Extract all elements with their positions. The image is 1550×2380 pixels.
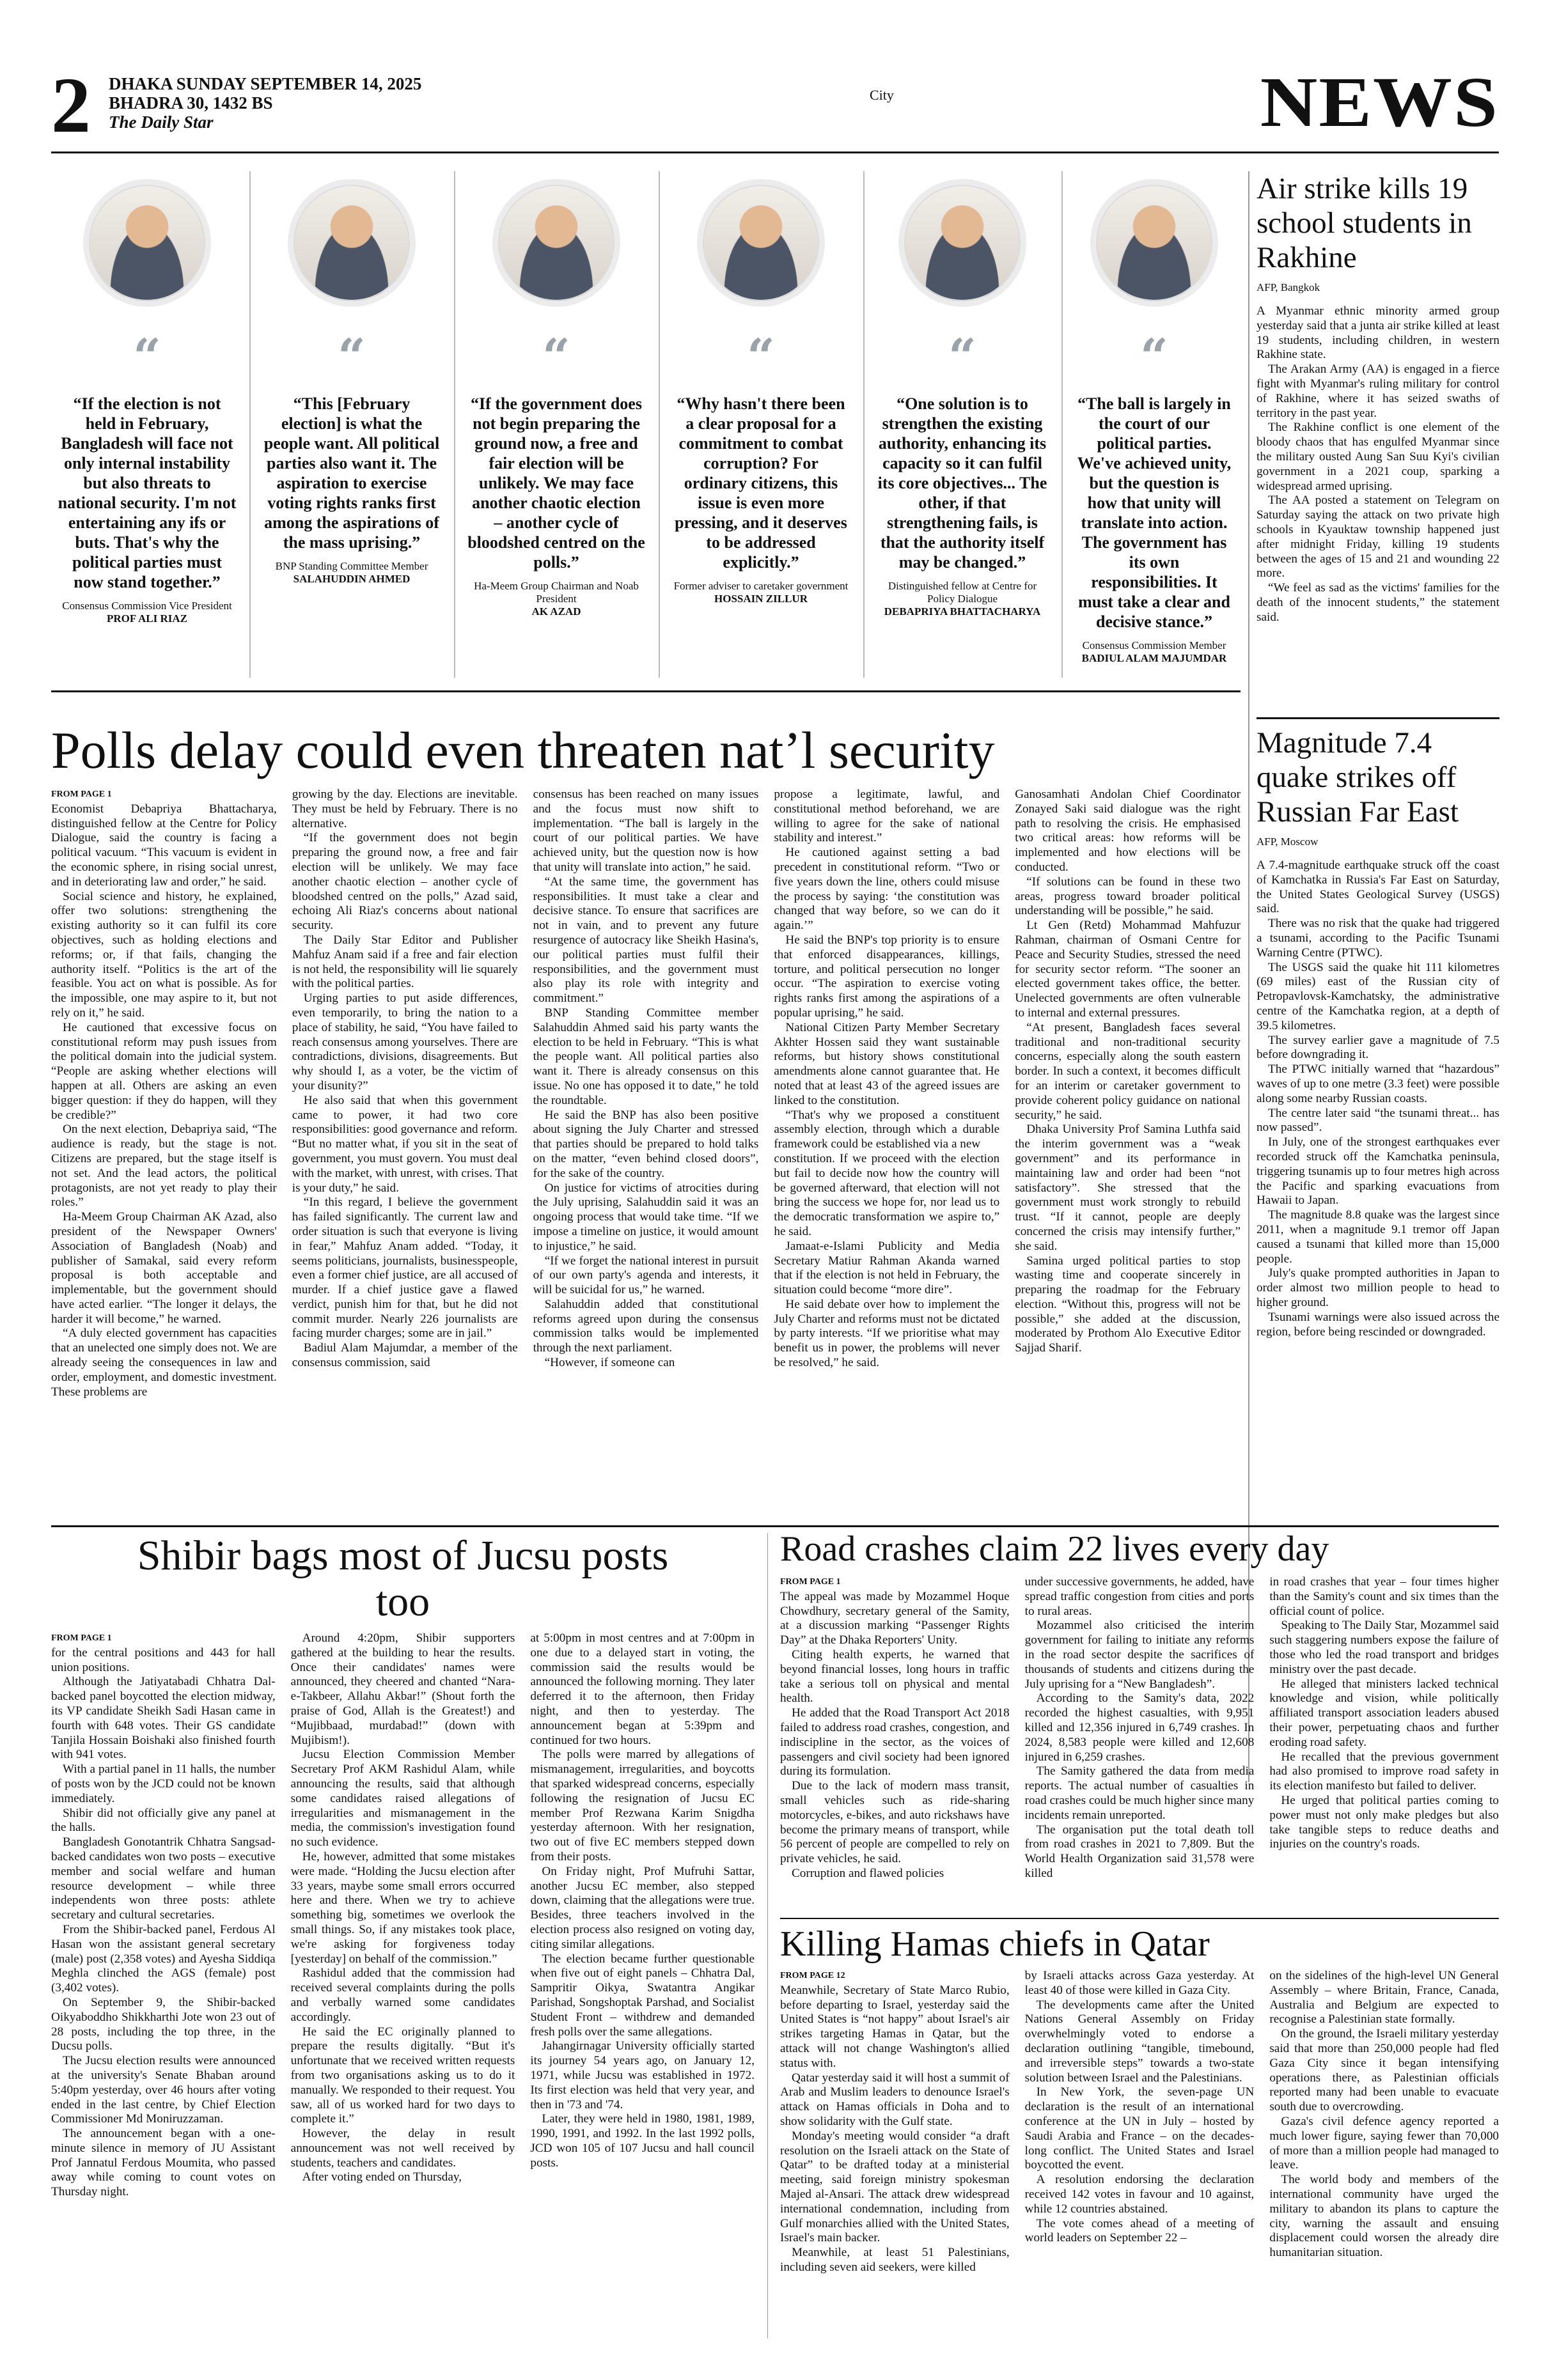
paragraph: He also said that when this government came to power, it had two core responsibilities: good governance and reform. “But no matter what, if you sit in the seat of government, you must govern. You must deal with the market, with unrest, with crises. That is your duty,” he said. [292,1093,518,1195]
quote-name: HOSSAIN ZILLUR [714,593,808,605]
paragraph: “At present, Bangladesh faces several traditional and non-traditional security concerns, especially along the south eastern border. In such a context, it becomes difficult for an interim or caretaker government to provide coherent policy guidance on national security,” he said. [1015,1020,1241,1122]
paragraph: On the ground, the Israeli military yesterday said that more than 250,000 people had fled Gaza City since it began intensifying operations there, as Palestinian officials reported many had been unable to evacuate south due to overcrowding. [1269,2027,1499,2114]
headline: Polls delay could even threaten nat’l security [51,721,995,779]
paragraph: The PTWC initially warned that “hazardous” waves of up to one metre (3.3 feet) were possible along some nearby Russian coasts. [1256,1062,1499,1105]
paragraph: Qatar yesterday said it will host a summit of Arab and Muslim leaders to denounce Israel's attack on Hamas officials in Doha and to show solidarity with the Gulf state. [780,2071,1010,2128]
paragraph: Although the Jatiyatabadi Chhatra Dal-backed panel boycotted the election midway, its VP candidate Sheikh Sadi Hasan came in fourth with 648 votes. Their GS candidate Tanjila Hossain Boishaki also finished fourth with 941 votes. [51,1675,276,1762]
lead-story [51,721,1241,1523]
quote-role: Consensus Commission Vice President [62,600,232,612]
paragraph: by Israeli attacks across Gaza yesterday. At least 40 of those were killed in Gaza City. [1024,1969,1255,1997]
section-label: City [870,87,894,103]
paragraph: With a partial panel in 11 halls, the number of posts won by the JCD could not be known immediately. [51,1762,276,1805]
quote-text: “One solution is to strengthen the existing authority, enhancing its capacity so it can fulfil its core objectives... The other, if that strengthening fails, is that the authority itself may be changed.” [877,394,1047,572]
paragraph: The centre later said “the tsunami threat... has now passed”. [1256,1106,1499,1135]
quote-mark-icon: “ [338,328,366,385]
paragraph: constitution. If we proceed with the election but fail to decide now how the country will be governed afterward, that election will not bring the success we hope for, nor lead us to the democratic transformation we aspire to,” he said. [774,1151,1000,1238]
story-column [1025,1575,1255,1898]
paragraph: He urged that political parties coming to power must not only make pledges but also take tangible steps to reduce deaths and injuries on the country's roads. [1269,1793,1499,1851]
paragraph: on the sidelines of the high-level UN General Assembly – where Britain, France, Canada, Australia and Belgium are expected to recognise a Palestinian state formally. [1269,1969,1499,2026]
page-title: NEWS [1260,62,1499,142]
paragraph: Citing health experts, he warned that beyond financial losses, long hours in traffic take a serious toll on physical and mental health. [780,1647,1010,1706]
paragraph: He said the BNP has also been positive about signing the July Charter and stressed that parties should be prepared to hold talks on the matter, “even behind closed doors”, for the sake of the country. [533,1108,759,1180]
story-columns [51,788,1241,1523]
quote-card [665,171,857,678]
masthead [51,61,1499,153]
divider [863,171,865,678]
section-rule [51,1525,1499,1527]
quote-card [1068,171,1241,678]
paragraph: propose a legitimate, lawful, and constitutional method beforehand, we are willing to agree for the sake of national stability and interest.” [774,788,1000,845]
paragraph: National Citizen Party Member Secretary Akhter Hossen said they want sustainable reforms, but history shows constitutional amendments alone cannot guarantee that. He noted that at least 43 of the agreed issues are linked to the constitution. [774,1020,1000,1107]
quote-text: “The ball is largely in the court of our political parties. We've achieved unity, but the question is how that unity will translate into action. The government has its own responsibilities. It must take a clear and decisive stance.” [1077,394,1232,631]
paragraph: Around 4:20pm, Shibir supporters gathered at the building to hear the results. Once their candidates' names were announced, they cheered and chanted “Nara-e-Takbeer, Allahu Akbar!” (Shout forth the praise of God, Allah is the Greatest!) and “Mujibbaad, murdabad!” (down with Mujibism!). [290,1631,515,1747]
byline: AFP, Bangkok [1256,281,1320,293]
story-column [291,1631,515,2367]
quote-card [460,171,652,678]
quote-card [870,171,1055,678]
paragraph: On justice for victims of atrocities during the July uprising, Salahuddin said it was an ongoing process that would take time. “If we impose a timeline on justice, it would amount to injustice,” he said. [533,1181,759,1253]
avatar [83,179,211,307]
paragraph: Badiul Alam Majumdar, a member of the consensus commission, said [292,1341,518,1370]
quote-mark-icon: “ [948,328,976,385]
byline: AFP, Moscow [1256,836,1319,848]
paragraph: at 5:00pm in most centres and at 7:00pm in one due to a delayed start in voting, the commission said the results would be announced the following morning. They later deferred it to the afternoon, then Friday night, and then to yesterday. The announcement began at 5:39pm and continued for two hours. [530,1631,755,1747]
paragraph: “If we forget the national interest in pursuit of our own party's agenda and interests, it will be suicidal for us,” he warned. [533,1254,759,1297]
paragraph: He alleged that ministers lacked technical knowledge and vision, while politically affiliated transport association leaders abused their power, perpetuating chaos and further eroding road safety. [1269,1677,1499,1749]
quote-card [51,171,243,678]
avatar [492,179,620,307]
paragraph: Bangladesh Gonotantrik Chhatra Sangsad-backed candidates won two posts – executive member and social welfare and human resource development – while three independents won three posts: athlete secretary and cultural secretaries. [51,1835,276,1922]
paragraph: He cautioned against setting a bad precedent in constitutional reform. “Two or five years down the line, others could misuse the process by saying: ‘the constitution was changed that way before, so we can do it again.’” [774,846,1000,933]
paragraph: A Myanmar ethnic minority armed group yesterday said that a junta air strike killed at least 19 students, including children, in western Rakhine state. [1256,304,1499,362]
paragraph: Social science and history, he explained, offer two solutions: strengthening the existing authority so it can fulfil its core objectives, such as holding elections and reforms; or, if that fails, changing the authority itself. “Politics is the art of the feasible. You act on what is possible. As for the impossible, one may aspire to it, but not rely on it,” he said. [51,889,277,1020]
section-rule [51,690,1241,692]
page-number: 2 [51,61,91,149]
story-column [530,1631,755,2367]
story-column [1269,1969,1499,2372]
section-rule [780,1918,1499,1919]
avatar [697,179,825,307]
paragraph: Gaza's civil defence agency reported a much lower figure, saying fewer than 70,000 of more than a million people had managed to leave. [1269,2114,1499,2172]
paragraph: He said debate over how to implement the July Charter and reforms must not be dictated by party interests. “If we prioritise what may benefit us in power, the problems will never be resolved,” he said. [774,1297,1000,1370]
story-column [1025,1969,1255,2372]
story-body [1256,859,1499,1339]
jump-label: FROM PAGE 1 [780,1577,841,1587]
paragraph: He cautioned that excessive focus on constitutional reform may push issues from the political domain into the judicial system. “People are asking whether elections will happen at all. Others are asking an even bigger question: if they do happen, will they be credible?” [51,1020,277,1122]
date: DHAKA SUNDAY SEPTEMBER 14, 2025 [109,74,422,93]
headline: Shibir bags most of Jucsu posts too [137,1532,669,1625]
paragraph: The polls were marred by allegations of mismanagement, irregularities, and boycotts that sparked widespread concerns, especially following the resignation of Jucsu EC member Prof Rezwana Karim Snigdha yesterday afternoon. With her resignation, two out of five EC members stepped down from their posts. [530,1748,755,1863]
story-columns [780,1575,1499,1898]
paragraph: A resolution endorsing the declaration received 142 votes in favour and 10 against, while 12 countries abstained. [1024,2173,1255,2216]
quote-name: SALAHUDDIN AHMED [293,573,411,585]
quote-role: Consensus Commission Member [1082,639,1226,651]
avatar [898,179,1026,307]
paragraph: Due to the lack of modern mass transit, small vehicles such as ride-sharing motorcycles, e-bikes, and auto rickshaws have become the primary means of transport, while 56 percent of people are compelled to rely on private vehicles, he said. [780,1779,1010,1866]
quote-mark-icon: “ [133,328,161,385]
paragraph: The Jucsu election results were announced at the university's Senate Bhaban around 5:40pm yesterday, over 46 hours after voting ended in the last centre, by Chief Election Commissioner Md Moniruzzaman. [51,2054,276,2126]
paragraph: After voting ended on Thursday, [302,2170,462,2184]
divider [1061,171,1063,678]
paragraph: On September 9, the Shibir-backed Oikyaboddho Shikkharthi Jote won 23 out of 28 posts, including the top three, in the Ducsu polls. [51,1995,276,2053]
quote-text: “Why hasn't there been a clear proposal for a commitment to combat corruption? For ordinary citizens, this issue is even more pressing, and it deserves to be addressed explicitly.” [675,394,847,572]
bangla-date: BHADRA 30, 1432 BS [109,93,273,113]
paragraph: He said the BNP's top priority is to ensure that enforced disappearances, killings, torture, and political persecution no longer occur. “The aspiration to exercise voting rights ranks first among the aspirations of a popular uprising,” he said. [774,933,1000,1020]
story-column [1015,788,1241,1523]
quake-story [1256,726,1499,1339]
airstrike-story [1256,171,1499,625]
divider [249,171,251,678]
story-column [780,1969,1010,2372]
divider [659,171,660,678]
headline: Road crashes claim 22 lives every day [780,1529,1329,1569]
avatar [288,179,416,307]
paragraph: On the next election, Debapriya said, “The audience is ready, but the stage is not. Citizens are prepared, but the stage itself is not set. And the lead actors, the political protagonists, are not yet ready to play their roles.” [51,1123,277,1209]
paragraph: He, however, admitted that some mistakes were made. “Holding the Jucsu election after 33 years, maybe some small errors occurred here and there. When we try to achieve something big, sometimes we overlook the small things. So, if any mistakes took place, we're asking for forgiveness today [yesterday] on behalf of the commission.” [290,1849,515,1966]
paragraph: Jucsu Election Commission Member Secretary Prof AKM Rashidul Alam, while announcing the results, said that although some candidates raised allegations of irregularities and mismanagement in the media, the commission's investigation found no such evidence. [290,1748,515,1849]
paragraph: The magnitude 8.8 quake was the largest since 2011, when a magnitude 9.1 tremor off Japan caused a tsunami that killed more than 15,000 people. [1256,1208,1499,1266]
section-rule [1256,717,1499,719]
quote-text: “If the government does not begin preparing the ground now, a free and fair election will be unlikely. We may face another chaotic election – another cycle of bloodshed centred on the polls.” [467,394,645,572]
quote-role: Former adviser to caretaker government [673,580,849,592]
paragraph: Samina urged political parties to stop wasting time and cooperate sincerely in preparing the roadmap for the February election. “Without this, progress will not be possible,” she added at the discussion, moderated by Prothom Alo Executive Editor Sajjad Sharif. [1015,1254,1241,1355]
headline: Magnitude 7.4 quake strikes off Russian Far East [1256,726,1459,828]
paragraph: in road crashes that year – four times higher than the Samity's count and six times than the official count of police. [1269,1575,1499,1618]
hamas-story [780,1923,1499,2372]
paragraph: “In this regard, I believe the government has failed significantly. The current law and order situation is such that everyone is living in fear,” Mahfuz Anam added. “Today, it seems politicians, journalists, businesspeople, even a former chief justice, are all accused of murder. If a chief justice gave a flawed verdict, punish him for that, but he did not commit murder. Nearly 226 journalists are facing murder charges; some are in jail.” [292,1195,518,1341]
paragraph: The USGS said the quake hit 111 kilometres (69 miles) east of the Russian city of Petropavlovsk-Kamchatsky, the administrative centre of the Kamchatka region, at a depth of 39.5 kilometres. [1256,960,1499,1032]
headline: Air strike kills 19 school students in Rakhine [1256,172,1472,274]
story-column [533,788,759,1523]
avatar [1090,179,1218,307]
paragraph: “At the same time, the government has responsibilities. It must take a clear and decisive stance. To ensure that sacrifices are not in vain, and to prevent any future resurgence of autocracy like Sheikh Hasina's, our political parties must fulfil their responsibilities, and the government must also play its role with integrity and commitment.” [533,875,759,1006]
paragraph: Ganosamhati Andolan Chief Coordinator Zonayed Saki said dialogue was the right path to resolving the crisis. He emphasised two critical areas: how reforms will be implemented and how elections will be conducted. [1015,788,1241,874]
paragraph: Dhaka University Prof Samina Luthfa said the interim government was a “weak government” and its performance in maintaining law and order had been “not satisfactory”. She stressed that the government must work strongly to rebuild trust. “If it cannot, people are deeply concerned the crisis may intensify further,” she said. [1015,1123,1241,1253]
paragraph: BNP Standing Committee member Salahuddin Ahmed said his party wants the election to be held in February. “This is what the people want. All political parties also want it. There is already consensus on this issue. No one has opposed it to date,” he told the roundtable. [533,1006,759,1107]
story-column [1269,1575,1499,1898]
jump-label: FROM PAGE 12 [780,1971,845,1980]
paragraph: The Daily Star Editor and Publisher Mahfuz Anam said if a free and fair election is not held, the responsibility will lie squarely with the political parties. [292,933,518,991]
paragraph: The announcement began with a one-minute silence in memory of JU Assistant Prof Jannatul Ferdous Moumita, who passed away while coming to count votes on Thursday night. [51,2127,276,2199]
paragraph: The AA posted a statement on Telegram on Saturday saying the attack on two private high schools in Kyauktaw township happened just after midnight Friday, killing 19 students between the ages of 15 and 21 and wounding 22 more. [1256,494,1499,580]
paragraph: He said the EC originally planned to prepare the results digitally. “But it's unfortunate that we received written requests from two organisations asking us to do it manually. We responded to their request. You saw, all of us worked hard for two days to complete it.” [290,2025,515,2126]
paragraph: The Samity gathered the data from media reports. The actual number of casualties in road crashes could be much higher since many incidents remain unreported. [1024,1764,1255,1822]
quote-mark-icon: “ [542,328,570,385]
paragraph: “If solutions can be found in these two areas, progress toward broader political understanding will be possible,” he said. [1015,875,1241,918]
paragraph: On Friday night, Prof Mufruhi Sattar, another Jucsu EC member, also stepped down, claiming that the allegations were true. Besides, three teachers involved in the election process also resigned on voting day, citing similar allegations. [530,1864,755,1951]
paragraph: Speaking to The Daily Star, Mozammel said such staggering numbers expose the failure of those who led the road transport and bridges ministry over the past decade. [1269,1619,1499,1676]
divider [454,171,455,678]
paragraph: consensus has been reached on many issues and the focus must now shift to implementation. “The ball is largely in the court of our political parties. We have achieved unity, but the question now is how that unity will translate into action,” he said. [533,788,759,874]
paragraph: He recalled that the previous government had also promised to improve road safety in its election manifesto but failed to deliver. [1269,1750,1499,1793]
paragraph: The survey earlier gave a magnitude of 7.5 before downgrading it. [1256,1033,1499,1062]
paragraph: Meanwhile, at least 51 Palestinians, including seven aid seekers, were killed [780,2246,1010,2274]
paragraph: There was no risk that the quake had triggered a tsunami, according to the Pacific Tsunami Warning Centre (PTWC). [1256,917,1499,960]
paragraph: July's quake prompted authorities in Japan to order almost two million people to head to higher ground. [1256,1266,1499,1309]
paragraph: “That's why we proposed a constituent assembly election, through which a durable framework could be established via a new [774,1108,1000,1151]
paragraph: “If the government does not begin preparing the ground now, a free and fair election will be unlikely. We may face another chaotic election – another cycle of bloodshed centred on the polls,” Azad said, echoing Ali Riaz's concerns about national security. [292,831,518,933]
dateline [109,74,421,132]
paragraph: The developments came after the United Nations General Assembly on Friday overwhelmingly voted to endorse a declaration outlining “tangible, timebound, and irreversible steps” towards a two-state solution between Israel and the Palestinians. [1024,1998,1255,2085]
paragraph: Monday's meeting would consider “a draft resolution on the Israeli attack on the State of Qatar” to be drafted today at a ministerial meeting, said foreign ministry spokesman Majed al-Ansari. The attack drew widespread international condemnation, including from Gulf monarchies allied with the United States, Israel's main backer. [780,2129,1010,2245]
paragraph: In New York, the seven-page UN declaration is the result of an international conference at the UN in July – hosted by Saudi Arabia and France – on the decades-long conflict. The United States and Israel boycotted the event. [1024,2085,1255,2172]
paragraph: “However, if someone can [544,1356,675,1370]
quote-mark-icon: “ [1140,328,1168,385]
paragraph: under successive governments, he added, have spread traffic congestion from cities and ports to rural areas. [1024,1575,1255,1618]
paragraph: In July, one of the strongest earthquakes ever recorded struck off the Kamchatka peninsula, triggering tsunamis up to four metres high across the Pacific and sparking evacuations from Hawaii to Japan. [1256,1135,1499,1208]
quote-text: “If the election is not held in February, Bangladesh will face not only internal instability but also threats to national security. I'm not entertaining any ifs or buts. That's why the political parties must now stand together.” [58,394,237,591]
paragraph: “We feel as sad as the victims' families for the death of the innocent students,” the statement said. [1256,581,1499,624]
paragraph: Economist Debapriya Bhattacharya, distinguished fellow at the Centre for Policy Dialogue, said the country is facing a political vacuum. “This vacuum is evident in the economic sphere, in rising social unrest, and in deteriorating law and order,” he said. [51,802,277,889]
headline: Killing Hamas chiefs in Qatar [780,1924,1210,1964]
paragraph: The Arakan Army (AA) is engaged in a fierce fight with Myanmar's ruling military for control of Rakhine, where it has seized swaths of territory in the past year. [1256,362,1499,420]
paper-name: The Daily Star [109,113,214,132]
paragraph: Tsunami warnings were also issued across the region, before being rescinded or downgraded. [1256,1310,1499,1339]
quote-name: BADIUL ALAM MAJUMDAR [1081,652,1227,664]
jump-label: FROM PAGE 1 [51,1633,112,1643]
paragraph: The appeal was made by Mozammel Hoque Chowdhury, secretary general of the Samity, at a discussion marking “Passenger Rights Day” at the Dhaka Reporters' Unity. [780,1589,1010,1647]
story-columns [780,1969,1499,2372]
story-body [1256,304,1499,625]
quote-name: DEBAPRIYA BHATTACHARYA [884,605,1041,618]
paragraph: Urging parties to put aside differences, even temporarily, to bring the nation to a place of stability, he said, “You have failed to reach consensus among yourselves. There are contradictions, divisions, disagreements. But why should I, as a voter, be the victim of your disunity?” [292,992,518,1093]
paragraph: Lt Gen (Retd) Mohammad Mahfuzur Rahman, chairman of Osmani Centre for Peace and Security Studies, stressed the need for security sector reform. “The sooner an elected government takes office, the better. Unelected governments are often vulnerable to internal and external pressures. [1015,919,1241,1020]
paragraph: The Rakhine conflict is one element of the bloody chaos that has engulfed Myanmar since the military ousted Aung San Suu Kyi's civilian government in a 2021 coup, sparking a widespread armed uprising. [1256,421,1499,493]
quote-role: Distinguished fellow at Centre for Policy Dialogue [888,580,1037,605]
story-column [292,788,518,1523]
quotes-panel [51,171,1241,683]
paragraph: The world body and members of the international community have urged the military to abandon its plans to capture the city, warning the assault and ensuing displacement could worsen the already dire humanitarian situation. [1269,2173,1499,2260]
quote-card [256,171,448,678]
paragraph: According to the Samity's data, 2022 recorded the highest casualties, with 9,951 killed and 12,356 injured in 6,749 crashes. In 2024, 8,583 people were killed and 12,608 injured in 6,259 crashes. [1024,1692,1255,1764]
paragraph: Shibir did not officially give any panel at the halls. [51,1806,276,1835]
paragraph: Ha-Meem Group Chairman AK Azad, also president of the Newspaper Owners' Association of Bangladesh (Noab) and publisher of Samakal, said every reform proposal is both acceptable and implementable, but the government should have acted earlier. “The longer it delays, the harder it will become,” he warned. [51,1210,277,1326]
paragraph: He added that the Road Transport Act 2018 failed to address road crashes, congestion, and indiscipline in the sector, as the voices of passengers and civil society had been ignored during its formulation. [780,1706,1010,1778]
paragraph: for the central positions and 443 for hall union positions. [51,1645,276,1674]
paragraph: Meanwhile, Secretary of State Marco Rubio, before departing to Israel, yesterday said the United States is “not happy” about Israel's air strikes targeting Hamas in Qatar, but the attack will not change Washington's allied status with. [780,1983,1010,2070]
quote-name: PROF ALI RIAZ [107,612,187,625]
story-column [51,1631,276,2367]
paragraph: From the Shibir-backed panel, Ferdous Al Hasan won the assistant general secretary (male) post (2,358 votes) and Ayesha Siddiqa Meghla clinched the AGS (female) post (3,402 votes). [51,1922,276,1995]
story-column [780,1575,1010,1898]
paragraph: Mozammel also criticised the interim government for failing to initiate any reforms in the road sector despite the sacrifices of thousands of students and citizens during the July uprising for a “New Bangladesh”. [1024,1619,1255,1691]
paragraph: Jamaat-e-Islami Publicity and Media Secretary Matiur Rahman Akanda warned that if the election is not held in February, the situation could become “more dire”. [774,1239,1000,1297]
paragraph: Rashidul added that the commission had received several complaints during the polls and verbally warned some candidates accordingly. [290,1966,515,2024]
paragraph: Corruption and flawed policies [792,1866,944,1880]
story-column [774,788,999,1523]
jump-label: FROM PAGE 1 [51,789,112,799]
paragraph: The vote comes ahead of a meeting of world leaders on September 22 – [1024,2216,1255,2245]
story-column [51,788,277,1523]
quote-mark-icon: “ [747,328,775,385]
paragraph: Later, they were held in 1980, 1981, 1989, 1990, 1991, and 1992. In the last 1992 polls, JCD won 105 of 107 Jucsu and hall council posts. [530,2112,755,2170]
paragraph: However, the delay in result announcement was not well received by students, teachers and candidates. [290,2127,515,2170]
quote-name: AK AZAD [531,605,581,618]
shibir-story [51,1533,755,2367]
quote-role: Ha-Meem Group Chairman and Noab President [474,580,639,605]
paragraph: Salahuddin added that constitutional reforms agreed upon during the consensus commission talks would be implemented through the next parliament. [533,1297,759,1355]
paragraph: “A duly elected government has capacities that an unelected one simply does not. We are already seeing the consequences in law and order, employment, and domestic investment. These problems are [51,1326,277,1399]
column-rule [767,1533,768,2338]
paragraph: The election became further questionable when five out of eight panels – Chhatra Dal, Sampritir Oikya, Swatantra Angikar Parishad, Songshoptak Parshad, and Socialist Student Front – withdrew and demanded fresh polls over the same allegations. [530,1952,755,2039]
road-story [780,1528,1499,1898]
paragraph: Jahangirnagar University officially started its journey 54 years ago, on January 12, 1971, while Jucsu was established in 1972. Its first election was held that very year, and then in '73 and '74. [530,2039,755,2112]
quote-text: “This [February election] is what the people want. All political parties also want it. The aspiration to exercise voting rights ranks first among the aspirations of the mass uprising.” [263,394,440,552]
quote-role: BNP Standing Committee Member [275,560,428,572]
paragraph: growing by the day. Elections are inevitable. They must be held by February. There is no alternative. [292,788,518,830]
story-columns [51,1631,755,2367]
paragraph: A 7.4-magnitude earthquake struck off the coast of Kamchatka in Russia's Far East on Saturday, the United States Geological Survey (USGS) said. [1256,859,1499,916]
paragraph: The organisation put the total death toll from road crashes in 2021 to 7,809. But the World Health Organization said 31,578 were killed [1024,1823,1255,1880]
